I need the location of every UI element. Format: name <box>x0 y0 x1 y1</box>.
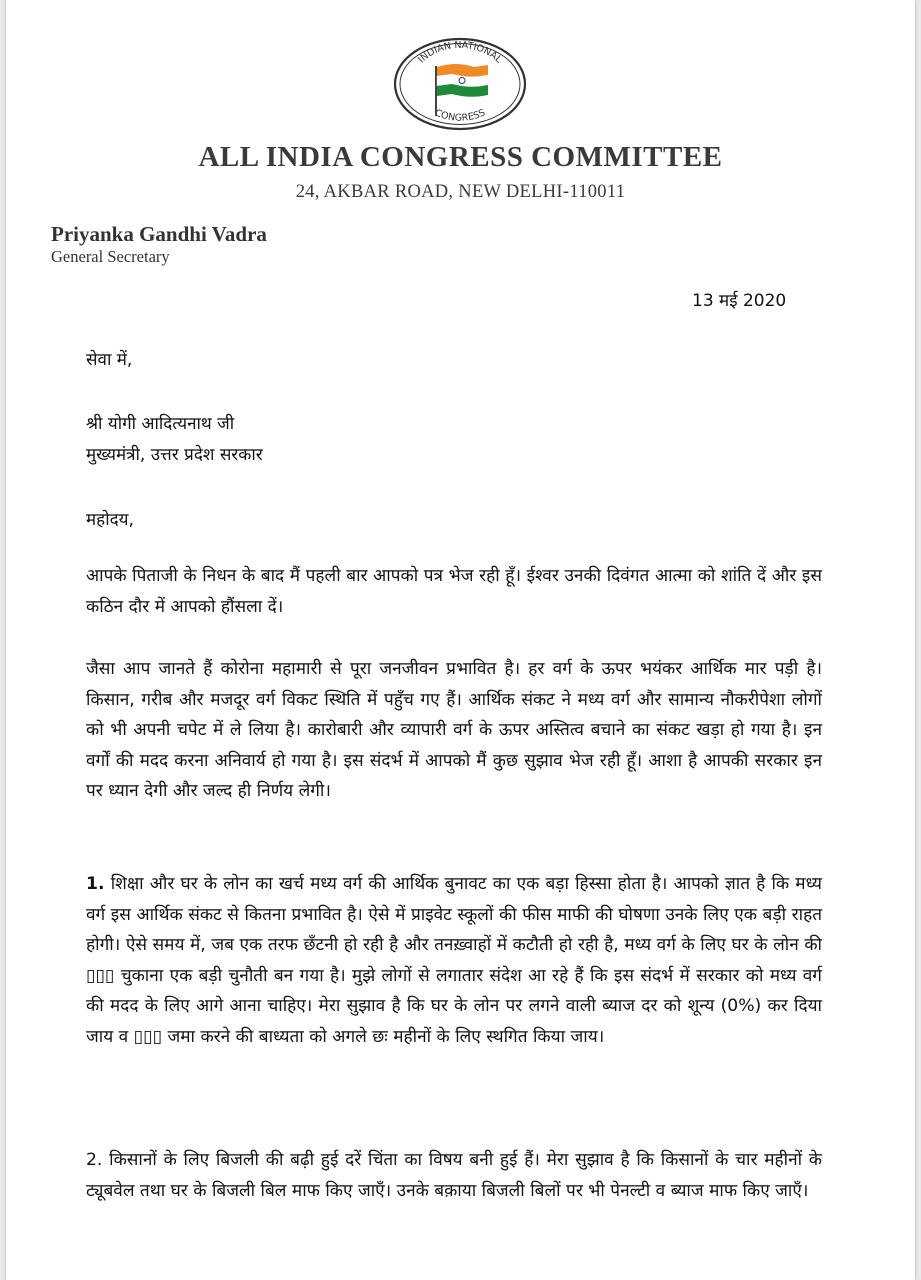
recipient-designation: मुख्यमंत्री, उत्तर प्रदेश सरकार <box>86 445 263 465</box>
congress-logo <box>392 36 528 132</box>
sender-title: General Secretary <box>51 247 170 266</box>
organization-name: ALL INDIA CONGRESS COMMITTEE <box>198 141 723 173</box>
sender-name: Priyanka Gandhi Vadra <box>51 222 267 246</box>
suggestion-text: किसानों के लिए बिजली की बढ़ी हुई दरें चिंता का विषय बनी हुई हैं। मेरा सुझाव है कि किसानों के चार महीनों के ट्यूबवेल तथा घर के बिजली बिल माफ किए जाएँ। उनके बक़ाया बिजली बिलों पर भी पेनल्टी व ब्याज माफ किए जाएँ। <box>86 1150 823 1201</box>
paragraph-condolence: आपके पिताजी के निधन के बाद मैं पहली बार आपको पत्र भेज रही हूँ। ईश्वर उनकी दिवंगत आत्मा को शांति दें और इस कठिन दौर में आपको हौंसला दें। <box>86 566 822 617</box>
suggestion-number: 1. <box>86 874 105 894</box>
logo-text-top: INDIAN NATIONAL <box>415 39 504 66</box>
suggestion-number: 2. <box>86 1150 103 1170</box>
logo-text-bottom: CONGRESS <box>432 107 488 124</box>
paragraph-context: जैसा आप जानते हैं कोरोना महामारी से पूरा जनजीवन प्रभावित है। हर वर्ग के ऊपर भयंकर आर्थिक मार पड़ी है। किसान, गरीब और मजदूर वर्ग विकट स्थिति में पहुँच गए हैं। आर्थिक संकट ने मध्य वर्ग और सामान्य नौकरीपेशा लोगों को भी अपनी चपेट में ले लिया है। कारोबारी और व्यापारी वर्ग के ऊपर अस्तित्व बचाने का संकट खड़ा हो गया है। इन वर्गों की मदद करना अनिवार्य हो गया है। इस संदर्भ में आपको मैं कुछ सुझाव भेज रही हूँ। आशा है आपकी सरकार इन पर ध्यान देगी और जल्द ही निर्णय लेगी। <box>86 659 822 801</box>
paragraph-suggestion-2 <box>86 1145 822 1206</box>
svg-text:CONGRESS <box>433 107 487 123</box>
letter-page <box>6 0 915 1280</box>
organization-address: 24, AKBAR ROAD, NEW DELHI-110011 <box>295 182 626 202</box>
recipient-name: श्री योगी आदित्यनाथ जी <box>86 414 235 434</box>
suggestion-text: शिक्षा और घर के लोन का खर्च मध्य वर्ग की आर्थिक बुनावट का एक बड़ा हिस्सा होता है। आपको ज्ञात है कि मध्य वर्ग इस आर्थिक संकट से कितना प्रभावित है। ऐसे में प्राइवेट स्कूलों की फीस माफी की घोषणा उनके लिए एक बड़ी राहत होगी। ऐसे समय में, जब एक तरफ छँटनी हो रही है और तनख़्वाहों में कटौती हो रही है, मध्य वर्ग के लिए घर के लोन की ▯▯▯ चुकाना एक बड़ी चुनौती बन गया है। मुझे लोगों से लगातार संदेश आ रहे हैं कि इस संदर्भ में सरकार को मध्य वर्ग की मदद के लिए आगे आना चाहिए। मेरा सुझाव है कि घर के लोन पर लगने वाली ब्याज दर को शून्य (0%) कर दिया जाय व ▯▯▯ जमा करने की बाध्यता को अगले छः महीनों के लिए स्थगित किया जाय। <box>86 874 822 1047</box>
salutation-to: सेवा में, <box>86 350 133 370</box>
paragraph-suggestion-1 <box>86 869 822 1052</box>
letter-date: 13 मई 2020 <box>692 291 787 311</box>
greeting: महोदय, <box>86 510 134 530</box>
